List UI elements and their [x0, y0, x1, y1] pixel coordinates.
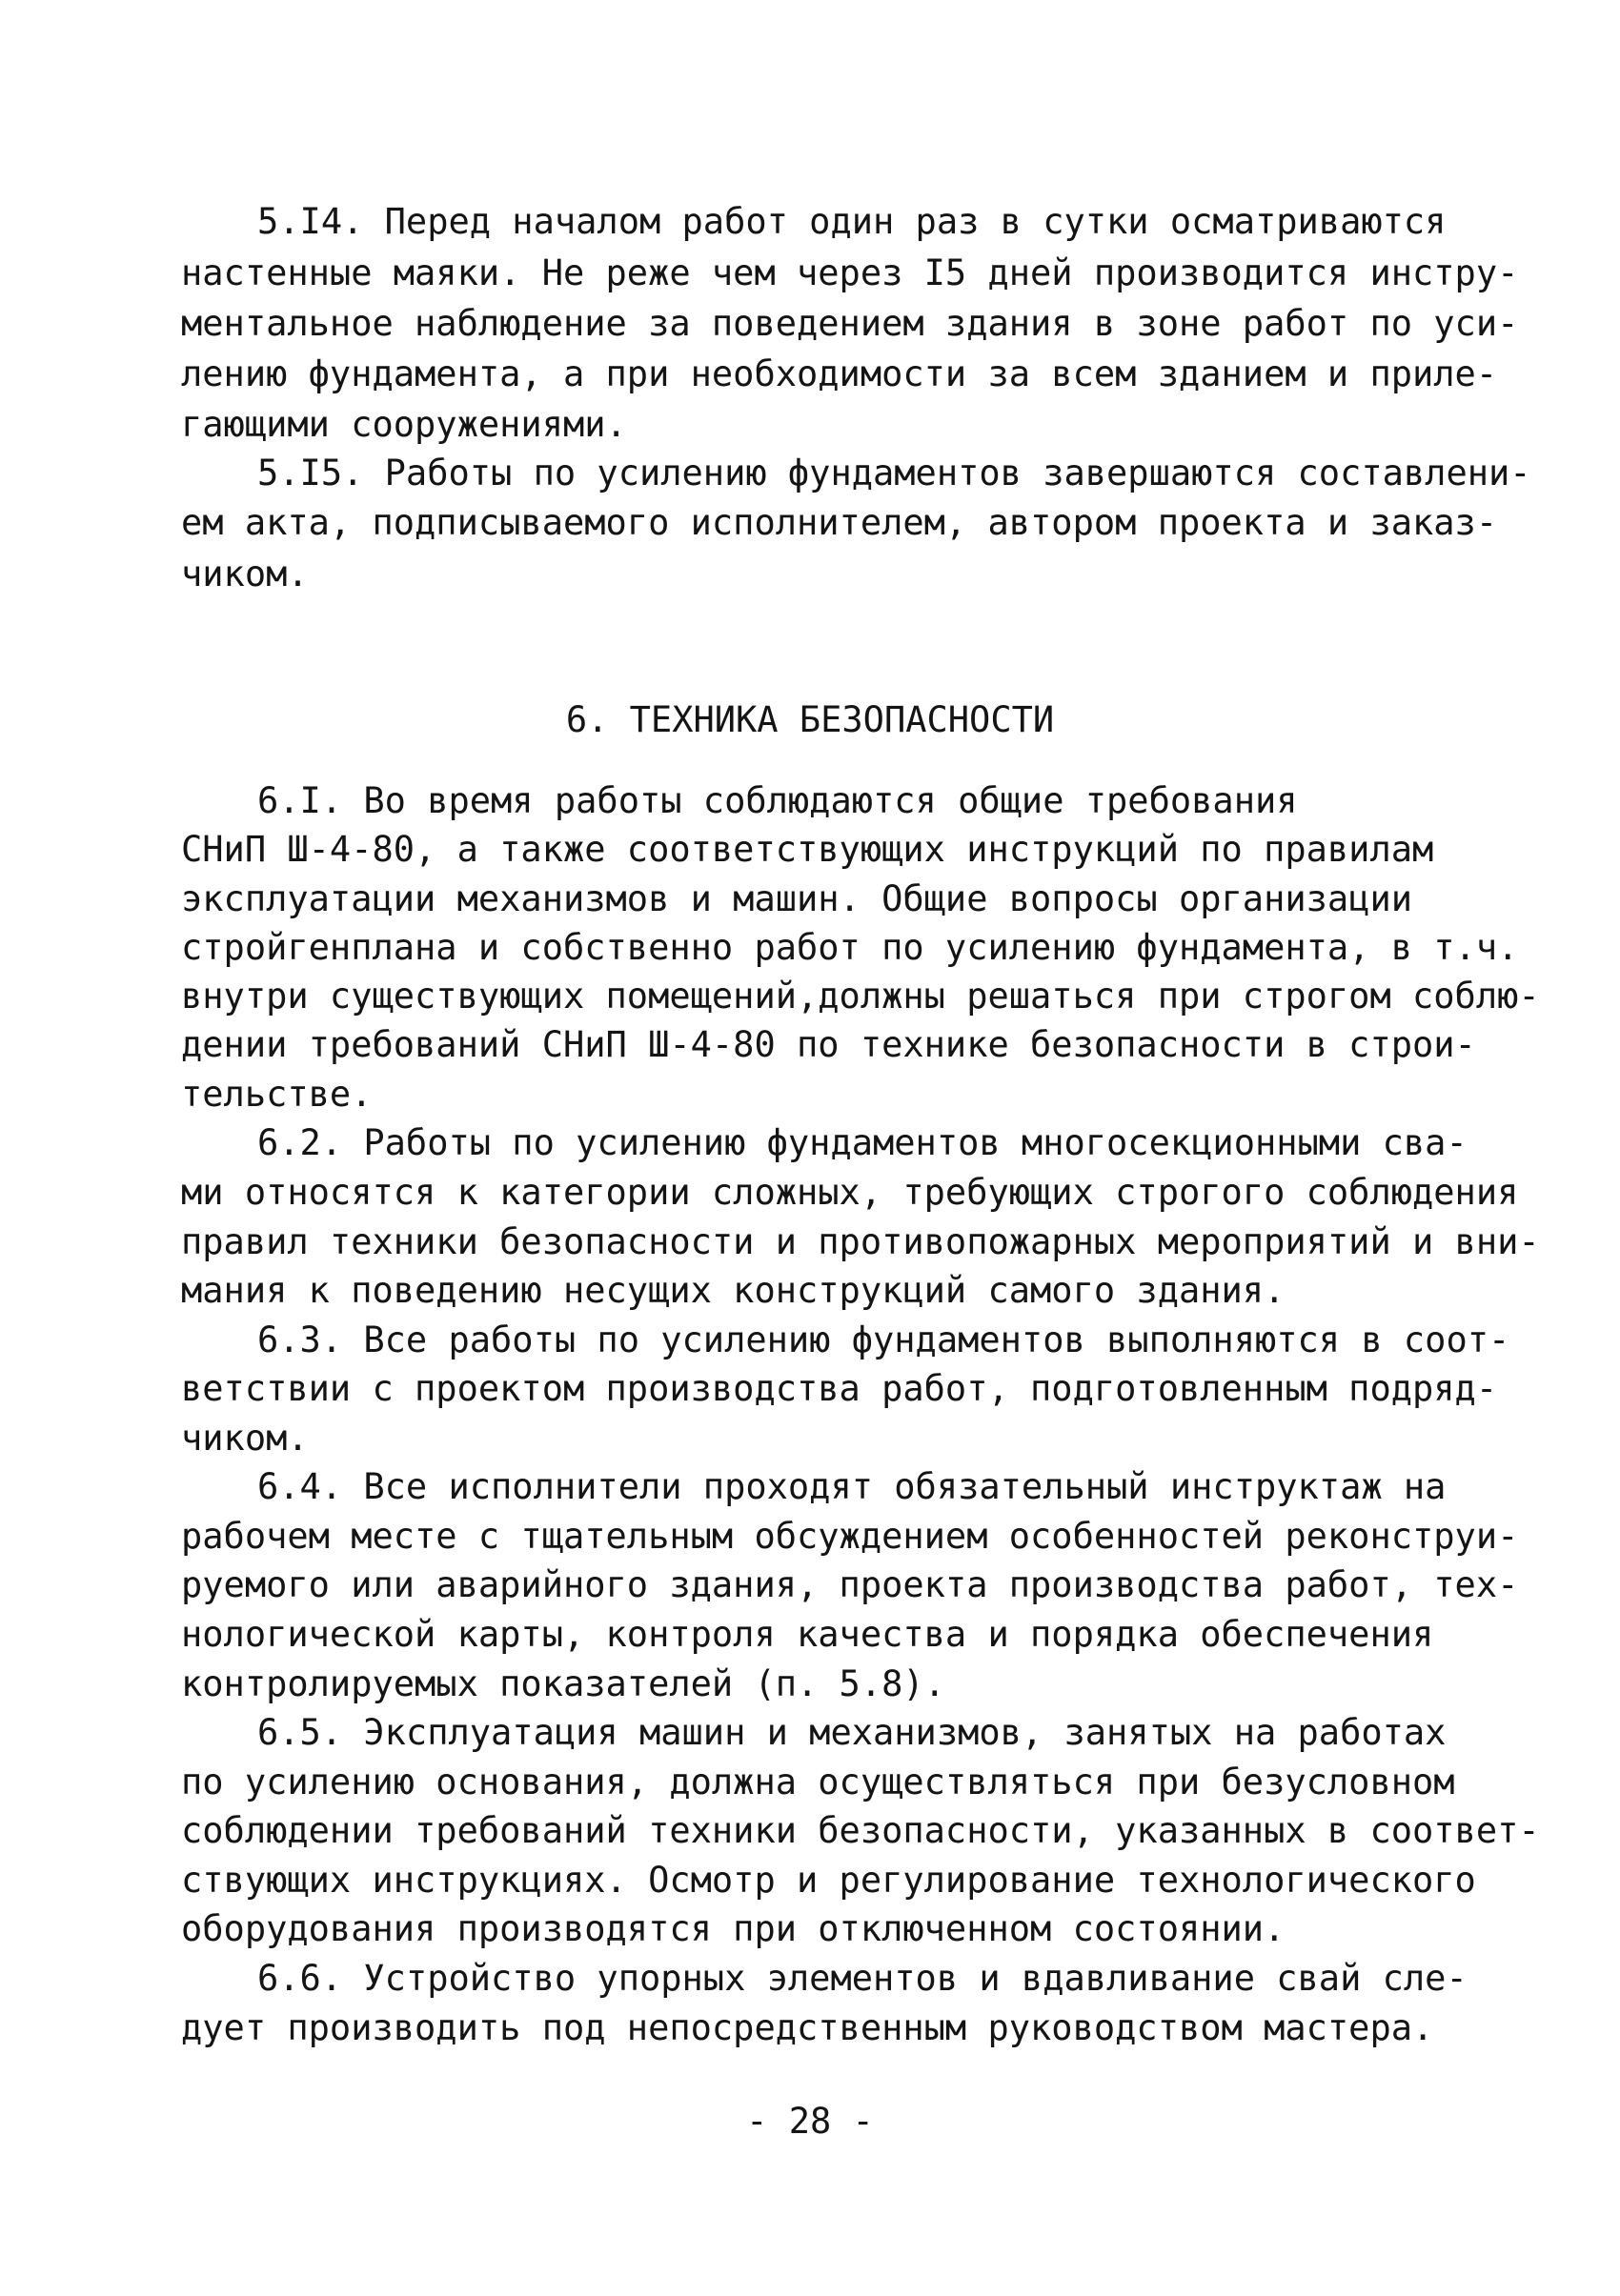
- text-line: ми относятся к категории сложных, требующих строгого соблюдения: [181, 1172, 1519, 1213]
- text-line: 5.I4. Перед началом работ один раз в сутки осматриваются: [257, 201, 1447, 242]
- text-line: стройгенплана и собственно работ по усилению фундамента, в т.ч.: [181, 927, 1519, 968]
- text-line: настенные маяки. Не реже чем через I5 дней производится инстру-: [181, 252, 1519, 293]
- text-line: дении требований СНиП Ш-4-80 по технике безопасности в строи-: [181, 1024, 1476, 1065]
- text-line: 6.5. Эксплуатация машин и механизмов, занятых на работах: [257, 1712, 1447, 1753]
- text-line: контролируемых показателей (п. 5.8).: [181, 1663, 945, 1704]
- text-line: тельстве.: [181, 1074, 373, 1115]
- text-line: правил техники безопасности и противопожарных мероприятий и вни-: [181, 1221, 1540, 1262]
- text-line: ствующих инструкциях. Осмотр и регулирование технологического: [181, 1860, 1476, 1901]
- text-line: СНиП Ш-4-80, а также соответствующих инструкций по правилам: [181, 829, 1434, 870]
- text-line: ем акта, подписываемого исполнителем, автором проекта и заказ-: [181, 502, 1498, 543]
- text-line: 6.3. Все работы по усилению фундаментов выполняются в соот-: [257, 1319, 1510, 1360]
- text-line: чиком.: [181, 554, 309, 594]
- text-line: соблюдении требований техники безопасности, указанных в соответ-: [181, 1810, 1540, 1851]
- text-line: эксплуатации механизмов и машин. Общие вопросы организации: [181, 878, 1413, 919]
- text-line: руемого или аварийного здания, проекта производства работ, тех-: [181, 1564, 1519, 1605]
- text-line: нологической карты, контроля качества и порядка обеспечения: [181, 1614, 1434, 1655]
- text-line: внутри существующих помещений,должны решаться при строгом соблю-: [181, 976, 1540, 1017]
- text-line: чиком.: [181, 1418, 309, 1459]
- page-number: - 28 -: [746, 2101, 874, 2142]
- text-line: ветствии с проектом производства работ, подготовленным подряд-: [181, 1368, 1498, 1409]
- text-line: лению фундамента, а при необходимости за всем зданием и приле-: [181, 353, 1498, 394]
- text-line: оборудования производятся при отключенном состоянии.: [181, 1908, 1286, 1949]
- text-line: дует производить под непосредственным руководством мастера.: [181, 2007, 1434, 2048]
- section-title: 6. ТЕХНИКА БЕЗОПАСНОСТИ: [565, 699, 1055, 740]
- text-line: ментальное наблюдение за поведением здания в зоне работ по уси-: [181, 303, 1519, 344]
- text-line: рабочем месте с тщательным обсуждением особенностей реконструи-: [181, 1516, 1519, 1557]
- text-line: гающими сооружениями.: [181, 404, 627, 445]
- text-line: 6.2. Работы по усилению фундаментов многосекционными сва-: [257, 1122, 1468, 1163]
- text-line: 6.6. Устройство упорных элементов и вдавливание свай сле-: [257, 1958, 1468, 1999]
- text-line: 5.I5. Работы по усилению фундаментов завершаются составлени-: [257, 453, 1531, 493]
- text-line: мания к поведению несущих конструкций самого здания.: [181, 1270, 1286, 1311]
- text-line: по усилению основания, должна осуществляться при безусловном: [181, 1762, 1455, 1803]
- text-line: 6.4. Все исполнители проходят обязательный инструктаж на: [257, 1466, 1447, 1507]
- text-line: 6.I. Во время работы соблюдаются общие требования: [257, 780, 1298, 821]
